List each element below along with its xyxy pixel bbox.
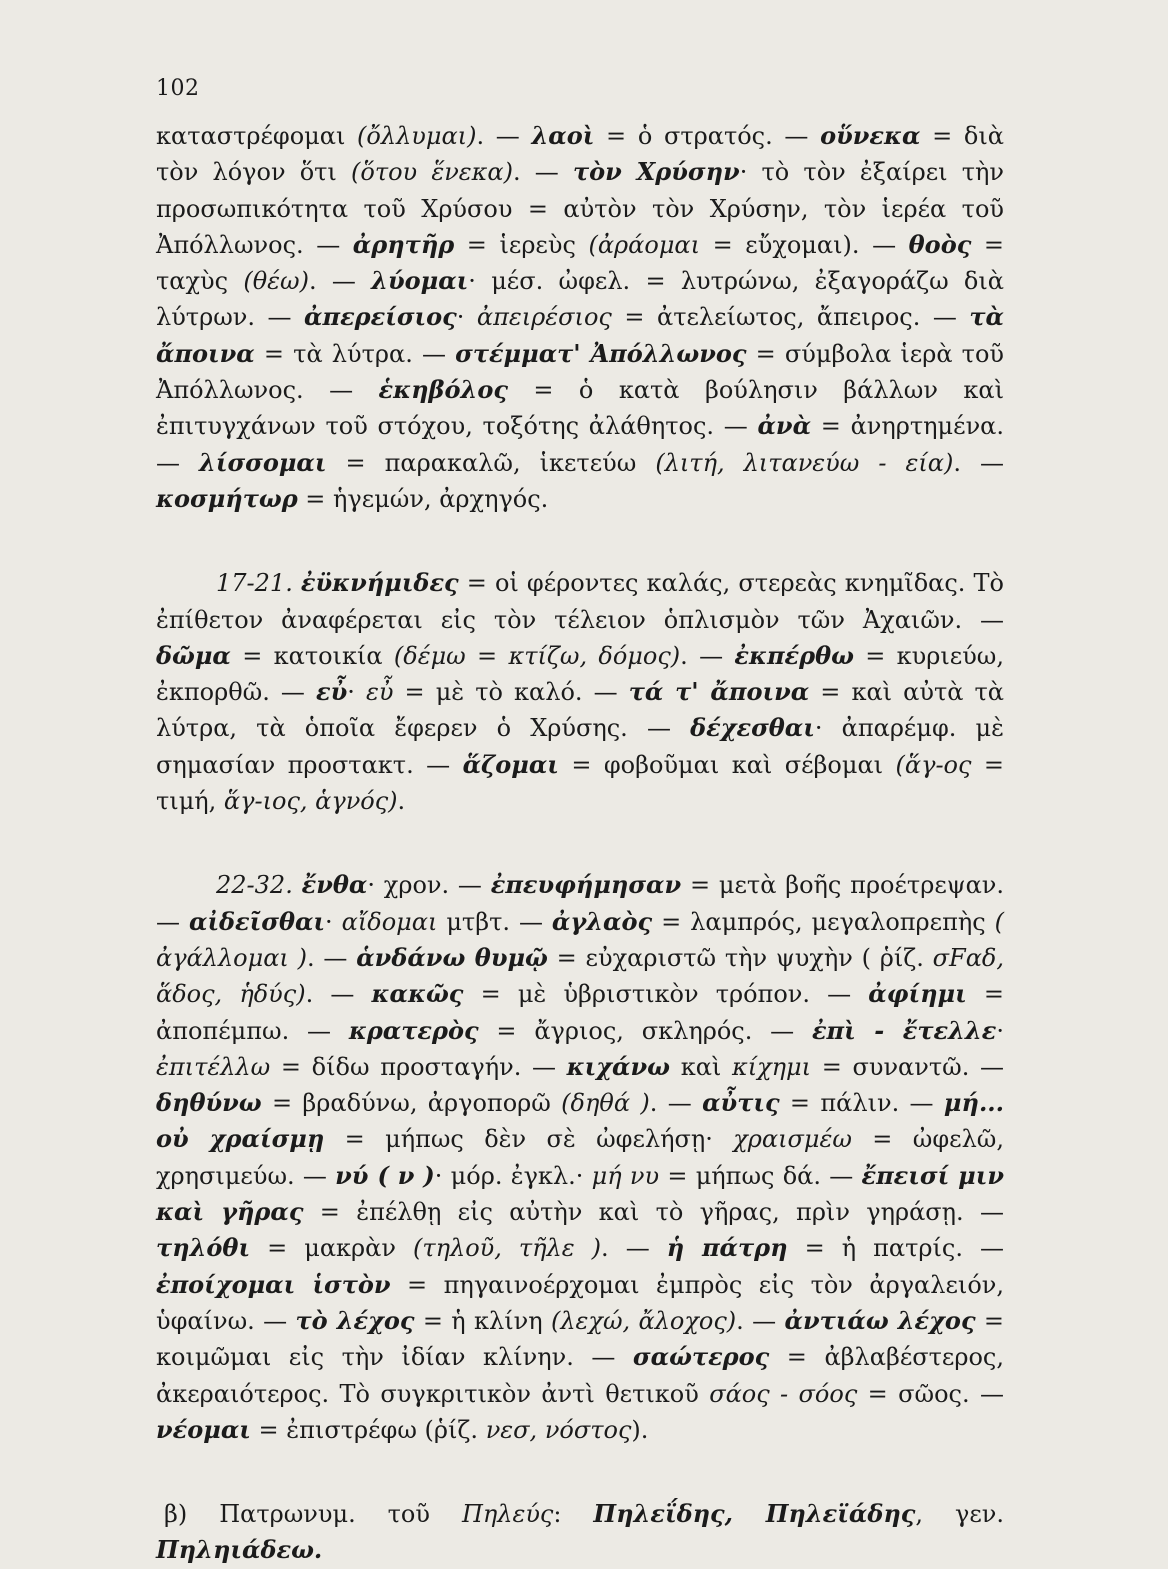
gloss-text: = ἡ πατρίς. — <box>787 1234 1004 1263</box>
gloss-text: · χρον. — <box>367 871 491 900</box>
gloss-text: . — <box>307 943 357 972</box>
gloss-text: = καὶ αὐτὰ τὰ λύτρα, τὰ ὁποῖα ἔφερεν ὁ Χρύσης. — <box>156 678 1004 743</box>
page-number: 102 <box>156 76 200 101</box>
etymology: κίχημι <box>731 1052 812 1081</box>
gloss-text: = πηγαινοέρχομαι ἐμπρὸς εἰς τὸν ἀργαλειόν, ὑφαίνω. — <box>156 1270 1004 1335</box>
gloss-text: β) Πατρωνυμ. τοῦ <box>164 1500 462 1529</box>
etymology: (λιτή, λιτανεύω - εία) <box>655 448 954 477</box>
gloss-text: = κυριεύω, ἐκπορθῶ. — <box>156 641 1004 707</box>
gloss-text: = ἐπιστρέφω (ῥίζ. <box>250 1415 486 1444</box>
gloss-text: · μέσ. ὠφελ. = λυτρώνω, ἐξαγοράζω διὰ λύτρων. — <box>156 267 1005 332</box>
etymology: (δέμω = κτίζω, δόμος) <box>393 641 681 670</box>
lemma: λαοὶ <box>531 121 595 150</box>
lemma: ἐπὶ - ἔτελλε <box>811 1015 997 1045</box>
paragraph-verses-22-32 <box>156 867 1004 1448</box>
gloss-text: = ἀβλαβέστερος, ἀκεραιότερος. Τὸ συγκριτικὸν ἀντὶ θετικοῦ <box>156 1343 1004 1408</box>
paragraph-patronymic <box>156 1496 1004 1569</box>
lemma: νύ ( ν ) <box>335 1160 435 1190</box>
gloss-text: · μόρ. ἐγκλ.· <box>434 1161 592 1190</box>
lemma: λίσσομαι <box>199 447 327 477</box>
gloss-text: = ἀτελείωτος, ἄπειρος. — <box>611 303 970 332</box>
lemma: ἀνὰ <box>757 411 812 441</box>
lemma: ἑκηβόλος <box>378 375 508 405</box>
gloss-text: = λαμπρός, μεγαλοπρεπὴς <box>652 907 995 936</box>
gloss-text: . — <box>512 158 573 187</box>
lemma: δέχεσθαι <box>690 713 815 743</box>
lemma: ἡ πάτρη <box>666 1233 788 1263</box>
etymology: σάος - σόος <box>709 1379 858 1408</box>
gloss-text: = ἡγεμών, ἀρχηγός. <box>297 484 549 513</box>
gloss-text: = συναντῶ. — <box>811 1052 1004 1081</box>
lemma: λύομαι <box>371 266 469 296</box>
gloss-text: = σῶος. — <box>857 1379 1004 1408</box>
gloss-text: . — <box>649 1089 703 1118</box>
gloss-text: . — <box>736 1306 785 1335</box>
gloss-text: = ἡ κλίνη <box>414 1306 551 1335</box>
etymology: (θέω) <box>243 267 309 296</box>
lemma: δῶμα <box>156 640 231 670</box>
gloss-text: · <box>996 1016 1004 1045</box>
lemma: κιχάνω <box>566 1051 671 1081</box>
gloss-text: = κοιμῶμαι εἰς τὴν ἰδίαν κλίνην. — <box>156 1306 1005 1372</box>
gloss-text: = μὲ ὑβριστικὸν τρόπον. — <box>463 980 869 1009</box>
lemma: ἅζομαι <box>462 749 559 779</box>
gloss-text: = πάλιν. — <box>779 1089 944 1118</box>
etymology: Πηλεύς <box>461 1500 554 1529</box>
gloss-text: · <box>347 678 366 707</box>
gloss-text: · <box>456 303 477 332</box>
gloss-text: = ταχὺς <box>156 230 1004 296</box>
lemma: μή... οὐ χραίσμῃ <box>156 1088 1005 1154</box>
gloss-text: = διὰ τὸν λόγον ὅτι <box>156 122 1005 187</box>
gloss-text: = μακρὰν <box>250 1234 413 1263</box>
gloss-text: . — <box>308 267 372 296</box>
gloss-text: . <box>397 787 406 816</box>
lemma: αἰδεῖσθαι <box>188 906 326 936</box>
lemma: ἀρητῆρ <box>352 229 455 259</box>
gloss-text: . — <box>601 1234 667 1263</box>
gloss-text: · ἀπαρέμφ. μὲ σημασίαν προστακτ. — <box>156 714 1005 779</box>
lemma: ἀγλαὸς <box>551 906 653 936</box>
lemma: δηθύνω <box>156 1088 262 1118</box>
paragraph-glossary-main <box>156 118 1004 517</box>
etymology: χραισμέω <box>733 1125 852 1154</box>
lemma: ἐκπέρθω <box>734 640 854 670</box>
gloss-text: = μετὰ βοῆς προέτρεψαν. — <box>156 871 1004 936</box>
page-body <box>156 118 1004 1569</box>
gloss-text: = ὁ στρατός. — <box>594 122 821 150</box>
lemma: ἔνθα <box>301 870 368 900</box>
gloss-text: = δίδω προσταγήν. — <box>270 1052 567 1081</box>
lemma: νέομαι <box>156 1414 251 1444</box>
gloss-text: = ἱερεὺς <box>454 230 589 259</box>
verse-range: 17-21. <box>216 569 301 598</box>
etymology: ἀπειρέσιος <box>476 303 612 332</box>
gloss-text: = ἐπέλθῃ εἰς αὐτὴν καὶ τὸ γῆρας, πρὶν γηράσῃ. — <box>303 1198 1005 1227</box>
etymology: (ὅτου ἕνεκα) <box>351 158 513 187</box>
etymology: μή νυ <box>591 1161 660 1190</box>
etymology: (ὄλλυμαι) <box>357 122 477 150</box>
gloss-text: = εὔχομαι). — <box>700 230 909 259</box>
gloss-text: . — <box>680 641 735 670</box>
etymology: αἴδομαι <box>341 907 438 936</box>
lemma: ἐποίχομαι ἱστὸν <box>156 1269 391 1299</box>
lemma: ἁνδάνω θυμῷ <box>356 942 548 972</box>
lemma: σαώτερος <box>632 1342 770 1372</box>
gloss-text: μτβτ. — <box>437 907 552 936</box>
lemma: ἀπερείσιος <box>304 302 457 332</box>
lemma: Πηληιάδεω. <box>156 1535 323 1565</box>
lemma: εὖ <box>316 677 348 707</box>
gloss-text: = σύμβολα ἱερὰ τοῦ Ἀπόλλωνος. — <box>156 339 1004 405</box>
gloss-text: : <box>553 1500 594 1529</box>
gloss-text: = βραδύνω, ἀργοπορῶ <box>261 1089 562 1118</box>
etymology: ἅγ-ιος, ἁγνός) <box>223 787 398 816</box>
gloss-text: = ἀνηρτημένα. — <box>156 412 1004 477</box>
gloss-text: · <box>325 907 342 936</box>
lemma: ἀντιάω λέχος <box>784 1305 976 1335</box>
gloss-text: = μὲ τὸ καλό. — <box>393 678 629 707</box>
etymology: (δηθά ) <box>561 1089 650 1118</box>
gloss-text: = ὠφελῶ, χρησιμεύω. — <box>156 1125 1004 1190</box>
lemma: θοὸς <box>908 229 972 259</box>
lemma: στέμματ' Ἀπόλλωνος <box>455 338 747 368</box>
gloss-text: = τιμή, <box>156 750 1004 816</box>
gloss-text: . — <box>476 122 532 150</box>
etymology: ( ἀγάλλομαι ) <box>156 907 1005 972</box>
lemma: ἐϋκνήμιδες <box>300 568 459 598</box>
etymology: (τηλοῦ, τῆλε ) <box>412 1234 602 1263</box>
etymology: (ἀράομαι <box>588 230 701 259</box>
gloss-text: = μήπως δὲν σὲ ὠφελήσῃ· <box>324 1125 734 1154</box>
verse-range: 22-32. <box>216 871 302 900</box>
lemma: ἔπεισί μιν καὶ γῆρας <box>156 1160 1004 1227</box>
gloss-text: = κατοικία <box>230 641 394 670</box>
lemma: οὕνεκα <box>820 121 921 150</box>
lemma: ἀφίημι <box>868 979 967 1009</box>
gloss-text: = ἀποπέμπω. — <box>156 980 1004 1045</box>
lemma: Πηλεΐδης, Πηλεϊάδης <box>593 1499 916 1529</box>
gloss-text: . — <box>953 448 1004 477</box>
etymology: σFαδ, ἅδος, ἡδύς) <box>156 943 1004 1009</box>
lemma: κακῶς <box>371 979 464 1009</box>
lemma: τὸ λέχος <box>295 1305 415 1335</box>
gloss-text: ). <box>631 1415 649 1444</box>
lemma: ἐπευφήμησαν <box>490 870 682 900</box>
gloss-text: = παρακαλῶ, ἱκετεύω <box>326 448 656 477</box>
lemma: κρατερὸς <box>348 1015 479 1045</box>
paragraph-verses-17-21 <box>156 565 1004 819</box>
gloss-text: = ἄγριος, σκληρός. — <box>478 1016 812 1045</box>
gloss-text: = φοβοῦμαι καὶ σέβομαι <box>558 750 896 779</box>
gloss-text: · τὸ τὸν ἐξαίρει τὴν προσωπικότητα τοῦ Χρύσου = αὐτὸν τὸν Χρύσην, τὸν ἱερέα τοῦ Ἀπόλλωνος. — <box>156 158 1004 259</box>
lemma: κοσμήτωρ <box>156 483 298 513</box>
etymology: (ἅγ-ος <box>895 750 972 779</box>
lemma: αὖτις <box>702 1088 780 1118</box>
gloss-text: = μήπως δά. — <box>659 1161 862 1190</box>
lemma: τηλόθι <box>156 1233 251 1263</box>
gloss-text: = εὐχαριστῶ τὴν ψυχὴν ( ῥίζ. <box>547 943 933 972</box>
gloss-text: . — <box>305 980 372 1009</box>
lemma: τά τ' ἄποινα <box>628 677 810 707</box>
lemma: τὰ ἄποινα <box>156 302 1005 368</box>
gloss-text: , γεν. <box>915 1500 1004 1529</box>
etymology: νεσ, νόστος <box>485 1415 632 1444</box>
gloss-text: καταστρέφομαι <box>156 122 358 150</box>
gloss-text: = ὁ κατὰ βούλησιν βάλλων καὶ ἐπιτυγχάνων τοῦ στόχου, τοξότης ἀλάθητος. — <box>156 376 1004 441</box>
etymology: εὖ <box>365 678 394 707</box>
gloss-text: καὶ <box>670 1052 732 1081</box>
gloss-text: = οἱ φέροντες καλάς, στερεὰς κνημῖδας. Τὸ ἐπίθετον ἀναφέρεται εἰς τὸν τέλειον ὁπλισμὸν τῶν Ἀχαιῶν. — <box>156 569 1004 634</box>
lemma: τὸν Χρύσην <box>572 157 740 187</box>
gloss-text: = τὰ λύτρα. — <box>254 339 456 368</box>
etymology: (λεχώ, ἄλοχος) <box>550 1306 737 1335</box>
etymology: ἐπιτέλλω <box>156 1052 271 1081</box>
